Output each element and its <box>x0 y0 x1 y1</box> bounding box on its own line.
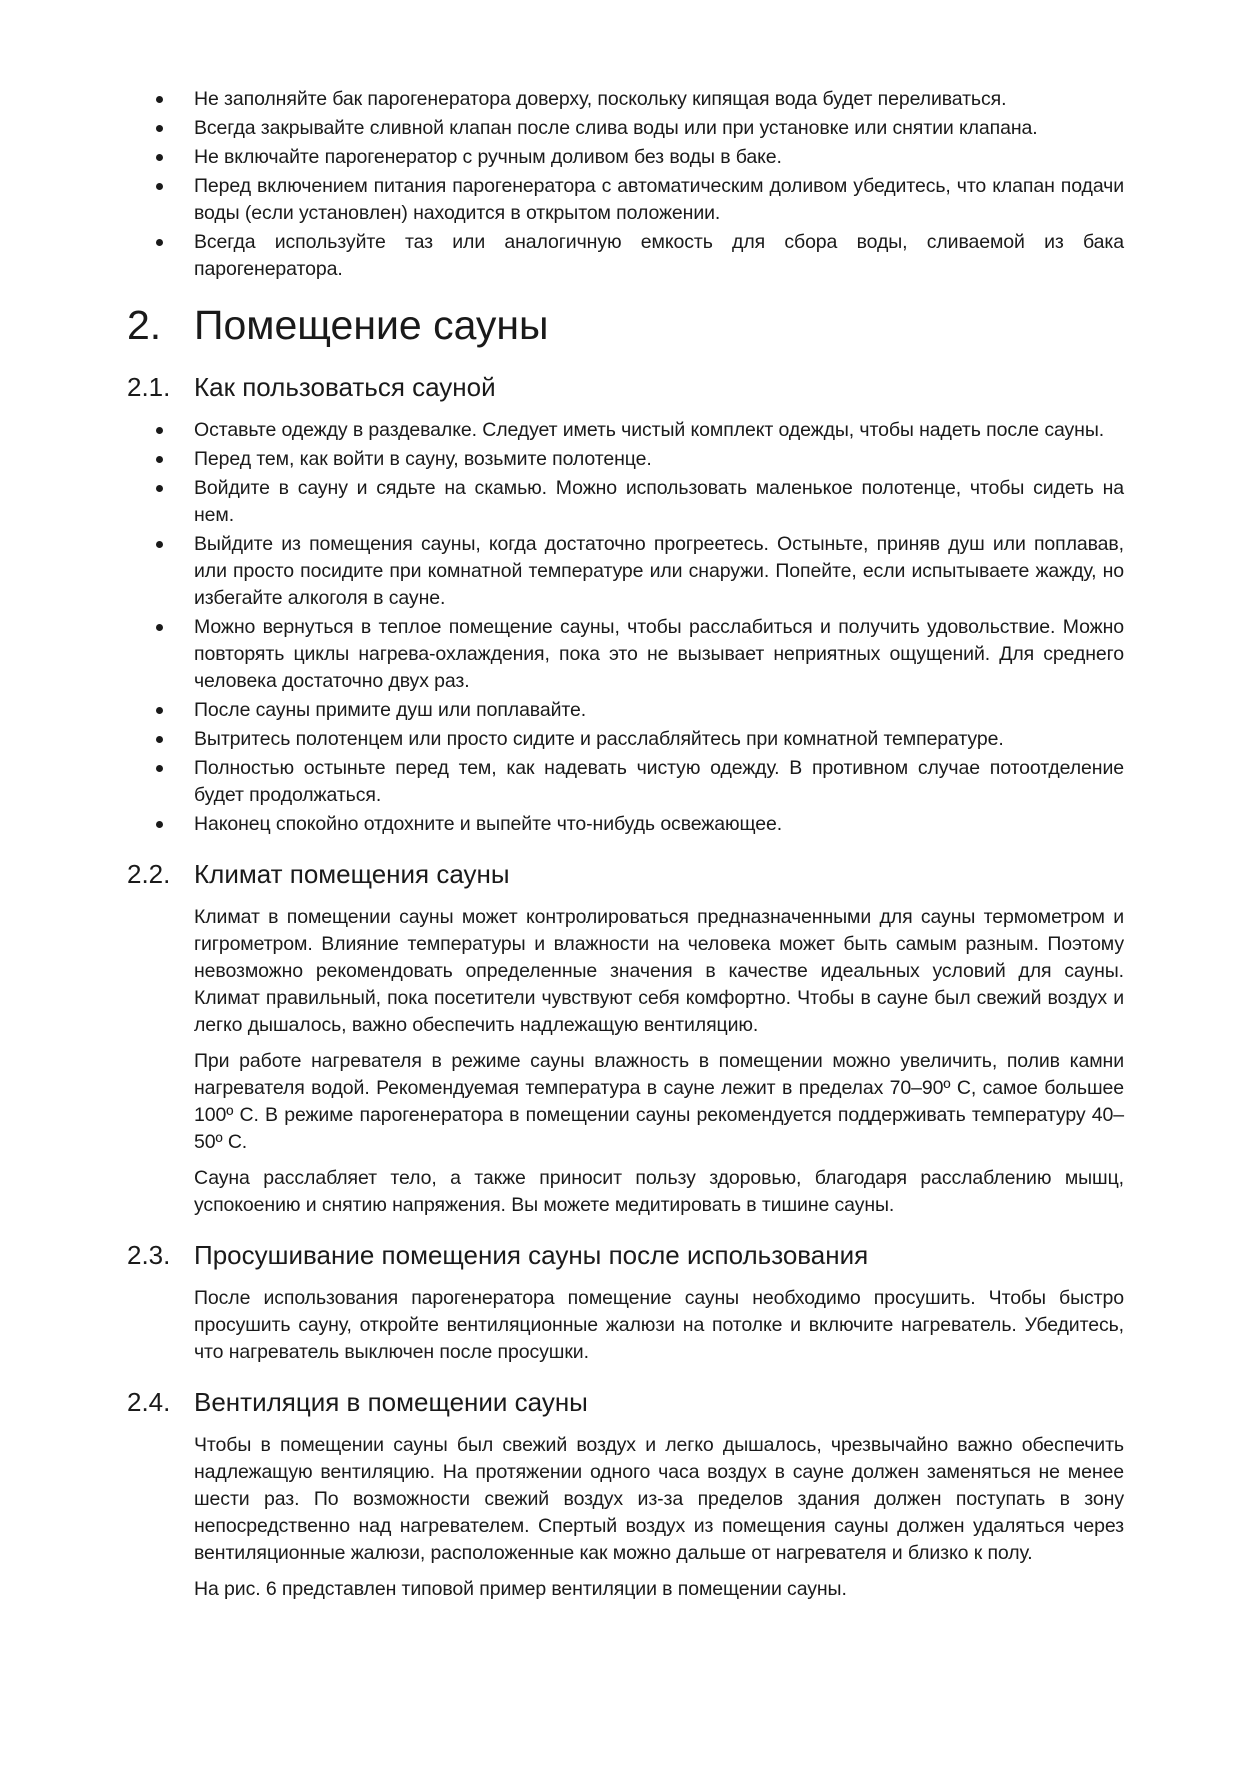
list-item-text: Не заполняйте бак парогенератора доверху, поскольку кипящая вода будет переливаться. <box>194 88 1007 110</box>
list-item-text: Перед тем, как войти в сауну, возьмите полотенце. <box>194 448 652 470</box>
list-item-text: Вытритесь полотенцем или просто сидите и расслабляйтесь при комнатной температуре. <box>194 728 1004 750</box>
page-content <box>127 86 1124 1612</box>
list-item <box>194 86 1124 113</box>
list-item-text: Не включайте парогенератор с ручным доливом без воды в баке. <box>194 146 782 168</box>
paragraph: На рис. 6 представлен типовой пример вентиляции в помещении сауны. <box>194 1578 847 1600</box>
bullet-icon <box>156 541 163 548</box>
list-item-text: Перед включением питания парогенератора с автоматическим доливом убедитесь, что клапан подачи воды (если установлен) находится в открытом положении. <box>194 175 1124 224</box>
subsection-number: 2.4. <box>127 1387 171 1417</box>
bullet-icon <box>156 125 163 132</box>
list-item-text: Можно вернуться в теплое помещение сауны, чтобы расслабиться и получить удовольствие. Можно повторять циклы нагрева-охлаждения, пока это не вызывает неприятных ощущений. Для среднего человека достаточно двух раз. <box>194 616 1124 692</box>
subsection-heading-2-4 <box>127 1386 1124 1418</box>
bullet-icon <box>156 765 163 772</box>
list-item <box>194 697 1124 724</box>
list-item-text: Полностью остыньте перед тем, как надевать чистую одежду. В противном случае потоотделение будет продолжаться. <box>194 757 1124 806</box>
section-heading <box>127 301 1124 349</box>
subsection-heading-2-3 <box>127 1239 1124 1271</box>
subsection-number: 2.3. <box>127 1240 171 1270</box>
list-item <box>194 755 1124 809</box>
bullet-icon <box>156 736 163 743</box>
bullet-icon <box>156 624 163 631</box>
list-item <box>194 614 1124 695</box>
list-item <box>194 417 1124 444</box>
subsection-title: Климат помещения сауны <box>194 859 510 889</box>
paragraph: Климат в помещении сауны может контролироваться предназначенными для сауны термометром и гигрометром. Влияние температуры и влажности на человека может быть самым разным. Поэтому невозможно рекомендовать определенные значения в качестве идеальных условий для сауны. Климат правильный, пока посетители чувствуют себя комфортно. Чтобы в сауне был свежий воздух и легко дышалось, важно обеспечить надлежащую вентиляцию. <box>194 906 1124 1036</box>
bullet-icon <box>156 96 163 103</box>
list-item-text: Всегда используйте таз или аналогичную емкость для сбора воды, сливаемой из бака парогенератора. <box>194 231 1124 280</box>
list-item-text: Всегда закрывайте сливной клапан после слива воды или при установке или снятии клапана. <box>194 117 1038 139</box>
bullet-icon <box>156 456 163 463</box>
bullet-icon <box>156 485 163 492</box>
sauna-usage-list <box>194 417 1124 838</box>
list-item-text: Войдите в сауну и сядьте на скамью. Можно использовать маленькое полотенце, чтобы сидеть на нем. <box>194 477 1124 526</box>
subsection-title: Просушивание помещения сауны после использования <box>194 1240 869 1270</box>
subsection-title: Как пользоваться сауной <box>194 372 496 402</box>
list-item <box>194 475 1124 529</box>
paragraph: Сауна расслабляет тело, а также приносит пользу здоровью, благодаря расслаблению мышц, успокоению и снятию напряжения. Вы можете медитировать в тишине сауны. <box>194 1167 1124 1216</box>
section-title: Помещение сауны <box>194 302 549 348</box>
list-item <box>194 811 1124 838</box>
subsection-number: 2.1. <box>127 372 171 402</box>
bullet-icon <box>156 707 163 714</box>
bullet-icon <box>156 427 163 434</box>
list-item-text: Оставьте одежду в раздевалке. Следует иметь чистый комплект одежды, чтобы надеть после сауны. <box>194 419 1105 441</box>
bullet-icon <box>156 239 163 246</box>
list-item <box>194 115 1124 142</box>
list-item <box>194 726 1124 753</box>
list-item <box>194 446 1124 473</box>
subsection-heading-2-1 <box>127 371 1124 403</box>
list-item <box>194 229 1124 283</box>
list-item <box>194 531 1124 612</box>
list-item-text: Выйдите из помещения сауны, когда достаточно прогреетесь. Остыньте, приняв душ или поплавав, или просто посидите при комнатной температуре или снаружи. Попейте, если испытываете жажду, но избегайте алкоголя в сауне. <box>194 533 1124 609</box>
bullet-icon <box>156 154 163 161</box>
list-item <box>194 173 1124 227</box>
list-item-text: После сауны примите душ или поплавайте. <box>194 699 587 721</box>
paragraph: Чтобы в помещении сауны был свежий воздух и легко дышалось, чрезвычайно важно обеспечить надлежащую вентиляцию. На протяжении одного часа воздух в сауне должен заменяться не менее шести раз. По возможности свежий воздух из-за пределов здания должен поступать в зону непосредственно над нагревателем. Спертый воздух из помещения сауны должен удаляться через вентиляционные жалюзи, расположенные как можно дальше от нагревателя и близко к полу. <box>194 1434 1124 1564</box>
subsection-number: 2.2. <box>127 859 171 889</box>
subsection-title: Вентиляция в помещении сауны <box>194 1387 588 1417</box>
paragraph: При работе нагревателя в режиме сауны влажность в помещении можно увеличить, полив камни нагревателя водой. Рекомендуемая температура в сауне лежит в пределах 70–90º С, самое большее 100º С. В режиме парогенератора в помещении сауны рекомендуется поддерживать температуру 40–50º С. <box>194 1050 1124 1153</box>
bullet-icon <box>156 821 163 828</box>
list-item-text: Наконец спокойно отдохните и выпейте что-нибудь освежающее. <box>194 813 783 835</box>
bullet-icon <box>156 183 163 190</box>
subsection-heading-2-2 <box>127 858 1124 890</box>
paragraph: После использования парогенератора помещение сауны необходимо просушить. Чтобы быстро просушить сауну, откройте вентиляционные жалюзи на потолке и включите нагреватель. Убедитесь, что нагреватель выключен после просушки. <box>194 1287 1124 1363</box>
top-bullet-list <box>194 86 1124 283</box>
section-number: 2. <box>127 302 162 348</box>
list-item <box>194 144 1124 171</box>
